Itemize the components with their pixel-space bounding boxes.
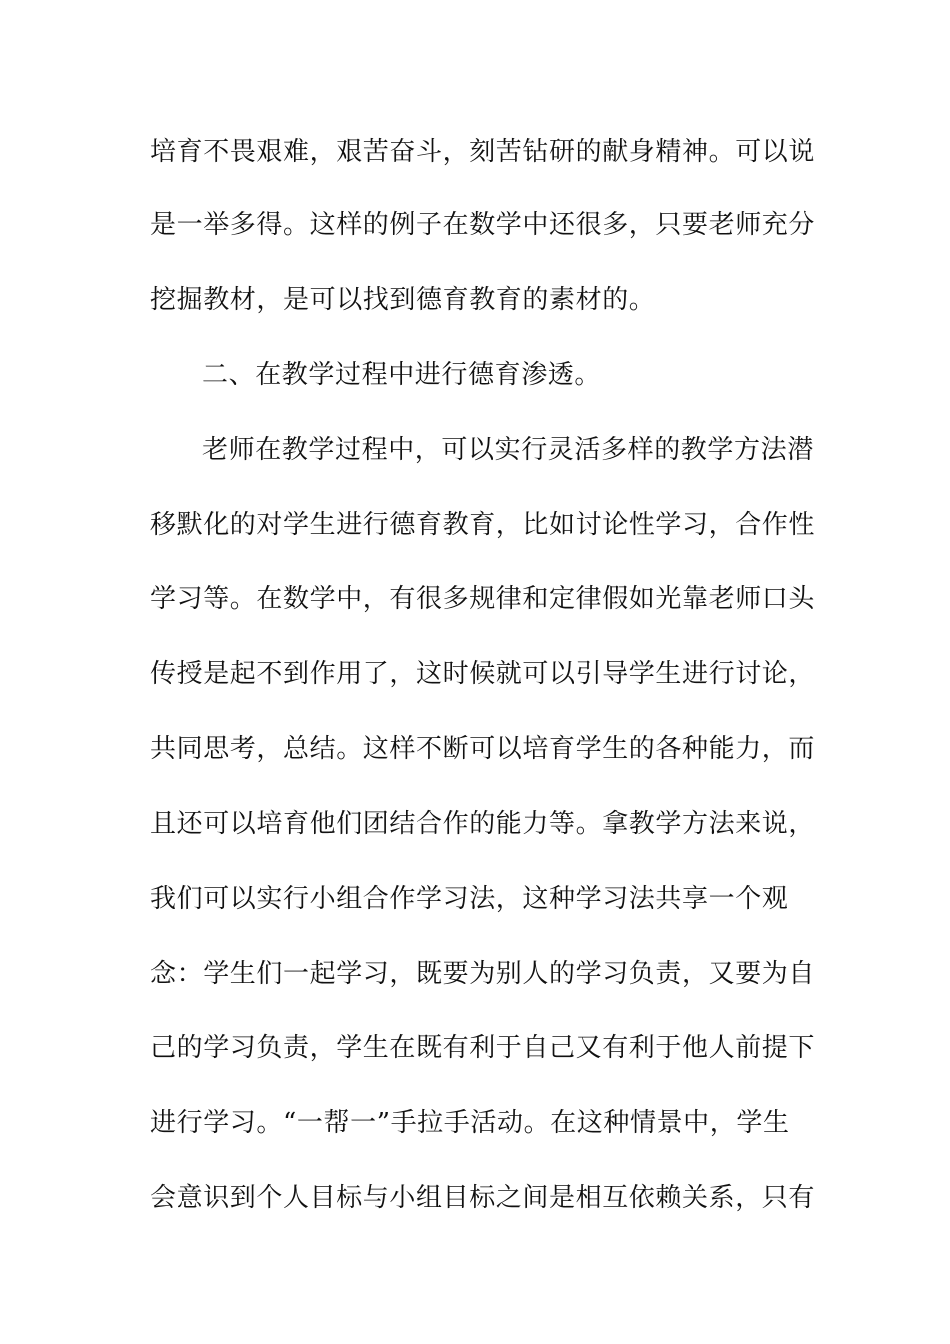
text-line: 学习等。在数学中，有很多规律和定律假如光靠老师口头 bbox=[150, 584, 816, 614]
text-line: 移默化的对学生进行德育教育，比如讨论性学习，合作性 bbox=[150, 510, 816, 540]
text-line: 会意识到个人目标与小组目标之间是相互依赖关系，只有 bbox=[150, 1183, 816, 1213]
text-line: 是一举多得。这样的例子在数学中还很多，只要老师充分 bbox=[150, 210, 816, 240]
text-line: 挖掘教材，是可以找到德育教育的素材的。 bbox=[150, 285, 656, 315]
section-heading: 二、在教学过程中进行德育渗透。 bbox=[202, 360, 602, 390]
text-line: 培育不畏艰难，艰苦奋斗，刻苦钻研的献身精神。可以说 bbox=[150, 137, 816, 167]
text-line: 老师在教学过程中，可以实行灵活多样的教学方法潜 bbox=[202, 435, 814, 465]
text-line: 共同思考，总结。这样不断可以培育学生的各种能力，而 bbox=[150, 734, 816, 764]
text-line: 传授是起不到作用了，这时候就可以引导学生进行讨论， bbox=[150, 659, 816, 689]
text-line: 进行学习。“一帮一”手拉手活动。在这种情景中，学生 bbox=[150, 1108, 790, 1138]
text-line: 我们可以实行小组合作学习法，这种学习法共享一个观 bbox=[150, 884, 789, 914]
text-line: 念：学生们一起学习，既要为别人的学习负责，又要为自 bbox=[150, 959, 816, 989]
text-line: 且还可以培育他们团结合作的能力等。拿教学方法来说， bbox=[150, 809, 816, 839]
text-line: 己的学习负责，学生在既有利于自己又有利于他人前提下 bbox=[150, 1033, 816, 1063]
